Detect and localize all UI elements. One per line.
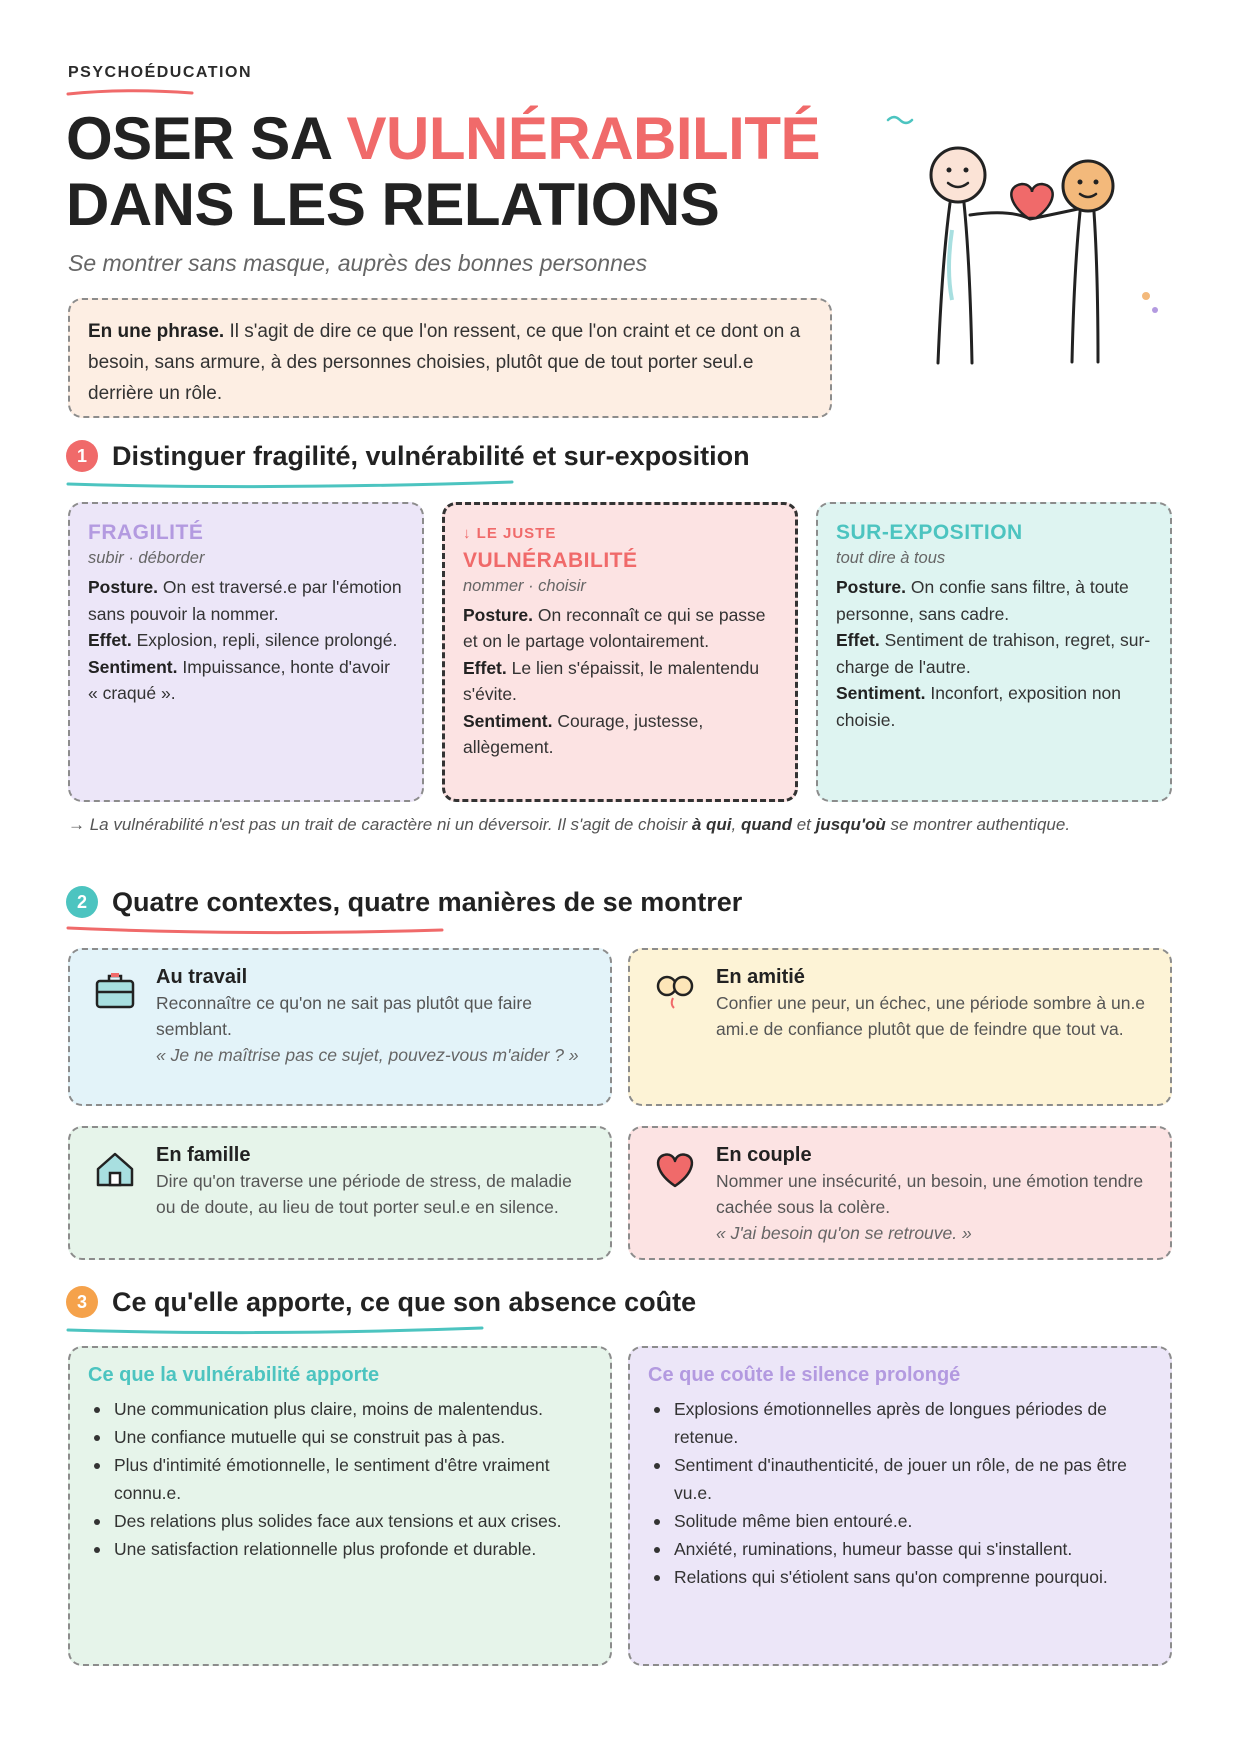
card-subtitle: nommer · choisir [463,576,586,595]
note-text: se montrer authentique. [885,815,1071,834]
posture-label: Posture. [88,577,159,597]
card-body [836,574,1152,733]
card-body [463,602,777,761]
context-quote: « J'ai besoin qu'on se retrouve. » [716,1223,972,1243]
list-item: Solitude même bien entouré.e. [648,1507,1152,1535]
card-title: VULNÉRABILITÉ [463,548,638,572]
note-text: et [791,815,816,834]
sentiment-text: Inconfort, exposition non choisie. [836,683,1122,730]
section3-number: 3 [66,1286,98,1318]
list-item: Explosions émotionnelles après de longues périodes de retenue. [648,1395,1152,1451]
card-subtitle: subir · déborder [88,549,205,567]
title-accent: VULNÉRABILITÉ [346,105,821,172]
context-title: En famille [156,1144,251,1166]
benefits-title: Ce que la vulnérabilité apporte [88,1364,380,1386]
costs-list [648,1395,1152,1591]
sentiment-text: Courage, justesse, allègement. [463,710,704,757]
posture-text: On confie sans filtre, à toute personne, sans cadre. [836,577,1129,624]
sentiment-label: Sentiment. [836,683,926,703]
title-line1-a: OSER SA [66,105,347,172]
costs-card [628,1346,1172,1666]
effet-label: Effet. [836,630,880,650]
benefits-list [88,1395,592,1563]
context-title: Au travail [156,966,248,988]
sentiment-label: Sentiment. [463,710,553,731]
card-subtitle: tout dire à tous [836,549,946,567]
note-text: → La vulnérabilité n'est pas un trait de caractère ni un déversoir. Il s'agit de choisir [68,815,692,834]
list-item: Anxiété, ruminations, humeur basse qui s'installent. [648,1535,1152,1563]
context-text: Dire qu'on traverse une période de stress, de maladie ou de doute, au lieu de tout porter seul.e en silence. [156,1171,572,1217]
section1-title: Distinguer fragilité, vulnérabilité et sur-exposition [112,440,750,471]
sentiment-label: Sentiment. [88,656,178,677]
section1-number: 1 [66,440,98,472]
note-bold: quand [740,815,792,834]
card-sur-exposition [816,502,1172,802]
two-people-heart-illustration [880,110,1180,380]
context-text: Confier une peur, un échec, une période sombre à un.e ami.e de confiance plutôt que de feindre que tout va. [716,993,1146,1039]
section3-title: Ce qu'elle apporte, ce que son absence coûte [112,1286,697,1317]
kicker-underline [66,88,196,98]
section2-underline [66,924,446,936]
context-card-travail [68,948,612,1106]
kicker: PSYCHOÉDUCATION [68,64,252,81]
benefits-card [68,1346,612,1666]
card-vulnerabilite [442,502,798,802]
posture-text: On reconnaît ce qui se passe et on le partage volontairement. [463,604,766,651]
posture-text: On est traversé.e par l'émotion sans pouvoir la nommer. [88,577,402,624]
section3-header [66,1286,696,1318]
summary-box [68,298,832,418]
list-item: Plus d'intimité émotionnelle, le sentiment d'être vraiment connu.e. [88,1451,592,1507]
summary-text: Il s'agit de dire ce que l'on ressent, ce que l'on craint et ce dont on a besoin, sans armure, à des personnes choisies, plutôt que de tout porter seul.e derrière un rôle. [88,321,801,404]
list-item: Une satisfaction relationnelle plus profonde et durable. [88,1535,592,1563]
title-line2: DANS LES RELATIONS [66,171,720,238]
list-item: Une confiance mutuelle qui se construit pas à pas. [88,1423,592,1451]
context-title: En amitié [716,966,805,988]
heart-icon [652,1146,698,1192]
section2-title: Quatre contextes, quatre manières de se montrer [112,886,743,917]
context-title: En couple [716,1144,812,1166]
list-item: Sentiment d'inauthenticité, de jouer un rôle, de ne pas être vu.e. [648,1451,1152,1507]
context-text: Nommer une insécurité, un besoin, une émotion tendre cachée sous la colère. [716,1171,1144,1217]
context-quote: « Je ne maîtrise pas ce sujet, pouvez-vous m'aider ? » [156,1045,579,1065]
card-title: SUR-EXPOSITION [836,521,1023,544]
posture-label: Posture. [463,604,534,625]
house-icon [92,1146,138,1192]
note-bold: à qui [691,815,732,834]
posture-label: Posture. [836,577,907,597]
list-item: Des relations plus solides face aux tensions et aux crises. [88,1507,592,1535]
section2-header [66,886,742,918]
note-bold: jusqu'où [815,815,886,834]
section1-note [68,812,1168,838]
friendship-icon [652,968,698,1014]
section1-header [66,440,750,472]
section1-underline [66,478,516,490]
effet-label: Effet. [88,630,132,650]
effet-text: Explosion, repli, silence prolongé. [131,630,398,650]
list-item: Relations qui s'étiolent sans qu'on comprenne pourquoi. [648,1563,1152,1591]
section3-underline [66,1324,486,1336]
context-card-amitie [628,948,1172,1106]
note-text: , [731,815,741,834]
effet-text: Le lien s'épaissit, le malentendu s'évite. [463,657,760,704]
costs-title: Ce que coûte le silence prolongé [648,1364,961,1386]
section2-number: 2 [66,886,98,918]
card-title: FRAGILITÉ [88,521,204,544]
effet-label: Effet. [463,657,507,678]
sentiment-text: Impuissance, honte d'avoir « craqué ». [88,656,390,703]
context-text: Reconnaître ce qu'on ne sait pas plutôt que faire semblant. [156,993,532,1039]
context-card-couple [628,1126,1172,1260]
summary-lead: En une phrase. [88,321,225,342]
effet-text: Sentiment de trahison, regret, sur-charge de l'autre. [836,630,1151,677]
card-body [88,574,404,707]
page-title [66,106,820,238]
context-card-famille [68,1126,612,1260]
card-kicker: ↓ LE JUSTE [463,525,557,542]
card-fragilite [68,502,424,802]
briefcase-icon [92,968,138,1014]
list-item: Une communication plus claire, moins de malentendus. [88,1395,592,1423]
subtitle: Se montrer sans masque, auprès des bonnes personnes [68,250,648,276]
